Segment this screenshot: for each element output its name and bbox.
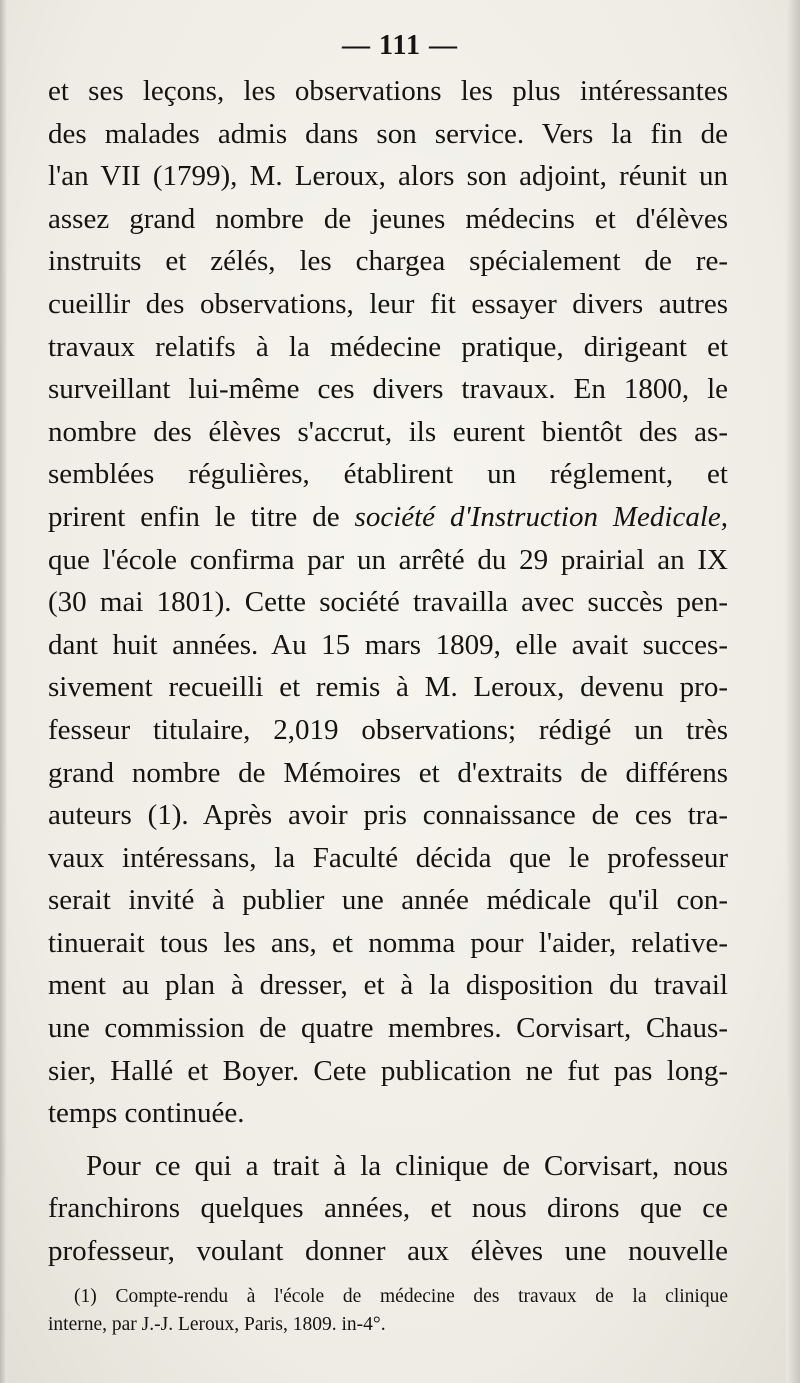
text-line: franchirons quelques années, et nous dirons que ce bbox=[48, 1192, 728, 1225]
text-line: surveillant lui-même ces divers travaux. En 1800, le bbox=[48, 373, 728, 406]
text-line: temps continuée. bbox=[48, 1097, 245, 1130]
text-line: ment au plan à dresser, et à la disposition du travail bbox=[48, 969, 728, 1002]
text-line: instruits et zélés, les chargea spécialement de re- bbox=[48, 245, 728, 278]
text-line: tinuerait tous les ans, et nomma pour l'aider, relative- bbox=[48, 926, 728, 959]
footnote-line: interne, par J.-J. Leroux, Paris, 1809. in-4°. bbox=[48, 1314, 386, 1335]
text-line: serait invité à publier une année médicale qu'il con- bbox=[48, 884, 728, 917]
text-line: dant huit années. Au 15 mars 1809, elle avait succes- bbox=[48, 628, 728, 661]
page-number: — 111 — bbox=[342, 30, 458, 61]
text-line: travaux relatifs à la médecine pratique, dirigeant et bbox=[48, 330, 728, 363]
footnote-line: (1) Compte-rendu à l'école de médecine des travaux de la clinique bbox=[74, 1286, 728, 1307]
text-fragment: prirent enfin le titre de bbox=[48, 500, 355, 533]
text-line: une commission de quatre membres. Corvisart, Chaus- bbox=[48, 1012, 728, 1045]
paragraph-gap bbox=[48, 1135, 728, 1145]
footnote bbox=[48, 1283, 728, 1339]
text-line: et ses leçons, les observations les plus intéressantes bbox=[48, 75, 728, 107]
text-line: grand nombre de Mémoires et d'extraits de différens bbox=[48, 756, 728, 789]
text-line: fesseur titulaire, 2,019 observations; rédigé un très bbox=[48, 713, 728, 746]
text-line: auteurs (1). Après avoir pris connaissance de ces tra- bbox=[48, 799, 728, 832]
text-line-society bbox=[48, 496, 728, 539]
text-line: assez grand nombre de jeunes médecins et d'élèves bbox=[48, 202, 728, 235]
text-line: vaux intéressans, la Faculté décida que le professeur bbox=[48, 841, 728, 874]
body-text bbox=[48, 70, 728, 1273]
text-line: professeur, voulant donner aux élèves une nouvelle bbox=[48, 1235, 728, 1268]
text-line: (30 mai 1801). Cette société travailla avec succès pen- bbox=[48, 586, 728, 619]
page-right-edge bbox=[786, 0, 800, 1383]
page-left-edge bbox=[0, 0, 7, 1383]
text-line: nombre des élèves s'accrut, ils eurent bientôt des as- bbox=[48, 415, 728, 448]
text-line: semblées régulières, établirent un réglement, et bbox=[48, 458, 728, 491]
text-line: l'an VII (1799), M. Leroux, alors son adjoint, réunit un bbox=[48, 160, 728, 193]
text-line: Pour ce qui a trait à la clinique de Corvisart, nous bbox=[86, 1149, 728, 1182]
text-line: cueillir des observations, leur fit essayer divers autres bbox=[48, 287, 728, 320]
society-name-italic: société d'Instruction Medicale, bbox=[354, 500, 729, 533]
text-line: des malades admis dans son service. Vers la fin de bbox=[48, 117, 728, 150]
text-line: que l'école confirma par un arrêté du 29 prairial an IX bbox=[48, 543, 728, 576]
text-line: sier, Hallé et Boyer. Cete publication ne fut pas long- bbox=[48, 1054, 728, 1087]
text-line: sivement recueilli et remis à M. Leroux, devenu pro- bbox=[48, 671, 728, 704]
